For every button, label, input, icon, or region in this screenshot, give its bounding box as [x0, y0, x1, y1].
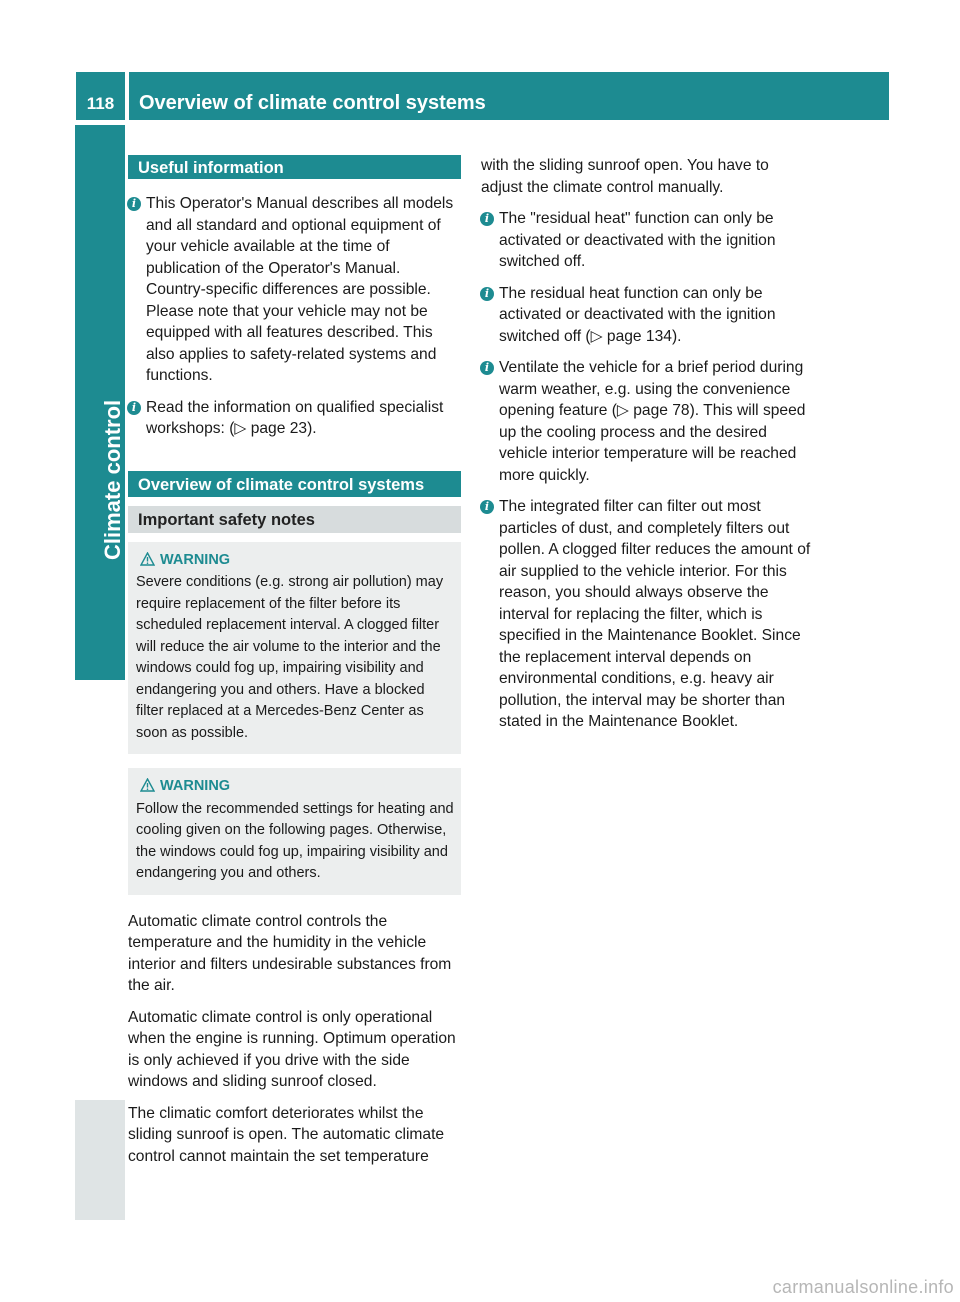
header-bar: [129, 72, 889, 120]
info-note: [481, 208, 814, 273]
info-text: The integrated filter can filter out most particles of dust, and completely filters out pollen. A clogged filter reduces the amount of air supplied to the vehicle interior. For this reason, you should always observe the interval for replacing the filter, which is specified in the Maintenance Booklet. Since the replacement interval depends on environmental conditions, e.g. heavy air pollution, the interval may be shorter than stated in the Maintenance Booklet.: [499, 498, 811, 730]
info-text: This Operator's Manual describes all models and all standard and optional equipment of your vehicle available at the time of publication of the Operator's Manual. Country-specific differences are possible. Please note that your vehicle may not be equipped with all features described. This also applies to safety-related systems and functions.: [146, 195, 454, 384]
warning-header: [136, 550, 455, 572]
page-number-box: [76, 72, 125, 120]
info-icon: i: [480, 361, 494, 375]
info-icon: i: [480, 212, 494, 226]
info-icon: i: [127, 401, 141, 415]
warning-triangle-icon: [140, 778, 155, 792]
body-paragraph: Automatic climate control controls the temperature and the humidity in the vehicle interior and filters undesirable substances from the air.: [128, 912, 452, 994]
info-icon: i: [127, 197, 141, 211]
body-paragraph: The climatic comfort deteriorates whilst the sliding sunroof is open. The automatic climate control cannot maintain the set temperature: [128, 1104, 445, 1165]
info-icon: i: [480, 287, 494, 301]
info-text: The residual heat function can only be activated or deactivated with the ignition switched off (▷ page 134).: [499, 284, 776, 345]
warning-triangle-icon: [140, 552, 155, 566]
left-column: [128, 155, 461, 1177]
chapter-tab-label: Climate control: [100, 399, 125, 560]
page-number: 118: [86, 94, 115, 113]
warning-label: WARNING: [160, 551, 231, 568]
info-note: [128, 397, 461, 440]
body-paragraph: Automatic climate control is only operational when the engine is running. Optimum operation is only achieved if you drive with the side windows and sliding sunroof closed.: [128, 1008, 456, 1090]
page-title: Overview of climate control systems: [139, 92, 486, 114]
section-heading: Overview of climate control systems: [128, 471, 461, 497]
warning-text: Severe conditions (e.g. strong air pollution) may require replacement of the filter before its scheduled replacement interval. A clogged filter will reduce the air volume to the interior and the windows could fog up, impairing visibility and endangering you and others. Have a blocked filter replaced at a Mercedes-Benz Center as soon as possible.: [136, 574, 444, 741]
warning-box: [128, 542, 461, 755]
info-text: The "residual heat" function can only be activated or deactivated with the ignition switched off.: [499, 210, 776, 270]
info-text: Read the information on qualified specialist workshops: (▷ page 23).: [146, 398, 444, 437]
subsection-heading: Important safety notes: [128, 506, 461, 533]
right-column: [481, 155, 814, 743]
info-icon: i: [480, 500, 494, 514]
warning-header: [136, 776, 455, 798]
info-note: [128, 193, 461, 387]
info-note: [481, 496, 814, 733]
useful-info-heading: Useful information: [128, 155, 461, 179]
warning-label: WARNING: [160, 778, 231, 794]
watermark: carmanualsonline.info: [772, 1277, 954, 1297]
side-tab-lower: [75, 1100, 125, 1220]
body-paragraph: with the sliding sunroof open. You have to adjust the climate control manually.: [481, 157, 769, 196]
info-text: Ventilate the vehicle for a brief period during warm weather, e.g. using the convenience opening feature (▷ page 78). This will speed up the cooling process and the desired vehicle interior temperature will be reached more quickly.: [499, 359, 806, 484]
info-note: [481, 357, 814, 486]
info-note: [481, 283, 814, 348]
warning-text: Follow the recommended settings for heating and cooling given on the following pages. Otherwise, the windows could fog up, impairing visibility and endangering you and others.: [136, 800, 454, 881]
warning-box: [128, 768, 461, 895]
